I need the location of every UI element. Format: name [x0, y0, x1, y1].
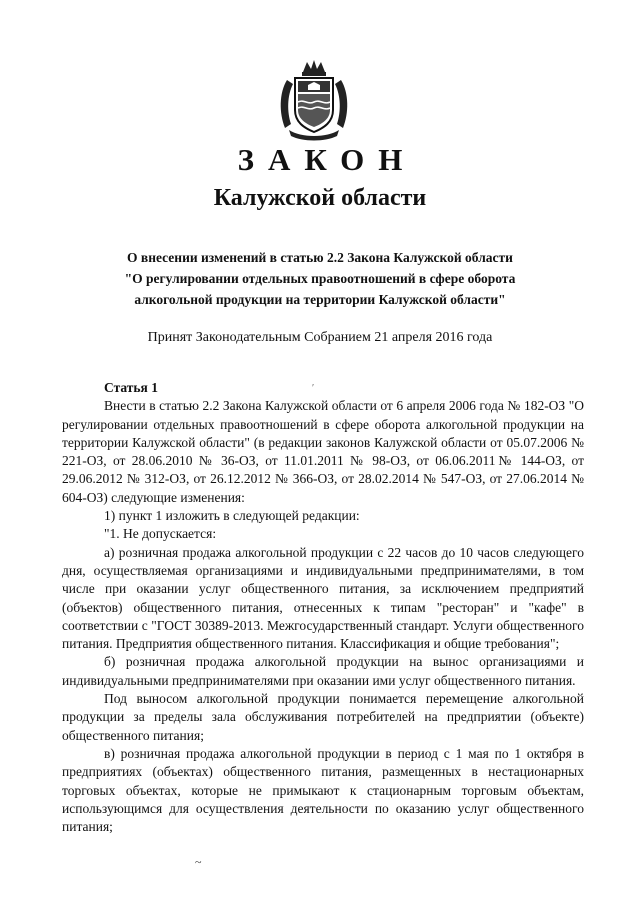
document-title: ЗАКОН: [237, 142, 417, 177]
paragraph: а) розничная продажа алкогольной продукции с 22 часов до 10 часов следующего дня, осуществляемая организациями и индивидуальными предпринимателями, в том числе при оказании услуг общественного питания, за исключением предприятий (объектов) общественного питания, отнесенных к типам "ресторан" и "кафе" в соответствии с "ГОСТ 30389-2013. Межгосударственный стандарт. Услуги общественного питания. Предприятия общественного питания. Классификация и общие требования";: [62, 544, 584, 652]
subject-line: О внесении изменений в статью 2.2 Закона Калужской области: [127, 250, 513, 265]
document-region: Калужской области: [213, 185, 427, 211]
subject-line: алкогольной продукции на территории Калужской области": [134, 292, 506, 307]
document-subject: [80, 247, 560, 310]
adoption-note: Принят Законодательным Собранием 21 апреля 2016 года: [147, 330, 493, 345]
paragraph: 1) пункт 1 изложить в следующей редакции:: [104, 508, 360, 524]
paragraph: Под выносом алкогольной продукции понимается перемещение алкогольной продукции за пределы зала обслуживания потребителей на предприятии (объекте) общественного питания;: [62, 691, 584, 743]
document-body: [62, 379, 584, 836]
article-heading: Статья 1: [104, 380, 158, 395]
stray-mark: ~: [195, 855, 202, 869]
stray-tick-mark: ʹ: [312, 383, 315, 394]
subject-line: "О регулировании отдельных правоотношений в сфере оборота: [124, 271, 516, 286]
paragraph: в) розничная продажа алкогольной продукции в период с 1 мая по 1 октября в предприятиях (объектах) общественного питания, размещенных в нестационарных торговых объектах, которые не примыкают к стационарным торговым объектам, использующимся для осуществления деятельности по оказанию услуг общественного питания;: [62, 745, 584, 835]
coat-of-arms-emblem-icon: [277, 58, 351, 142]
paragraph: б) розничная продажа алкогольной продукции на вынос организациями и индивидуальными предпринимателями при оказании ими услуг общественного питания.: [62, 654, 584, 688]
paragraph: "1. Не допускается:: [104, 526, 217, 542]
paragraph: Внести в статью 2.2 Закона Калужской области от 6 апреля 2006 года № 182-ОЗ "О регулировании отдельных правоотношений в сфере оборота алкогольной продукции на территории Калужской области" (в редакции законов Калужской области от 05.07.2006 № 221-ОЗ, от 28.06.2010 № 36-ОЗ, от 11.01.2011 № 98-ОЗ, от 06.06.2011№ 144-ОЗ, от 29.06.2012 № 312-ОЗ, от 26.12.2012 № 366-ОЗ, от 28.02.2014 № 547-ОЗ, от 27.06.2014 № 604-ОЗ) следующие изменения:: [62, 398, 584, 505]
